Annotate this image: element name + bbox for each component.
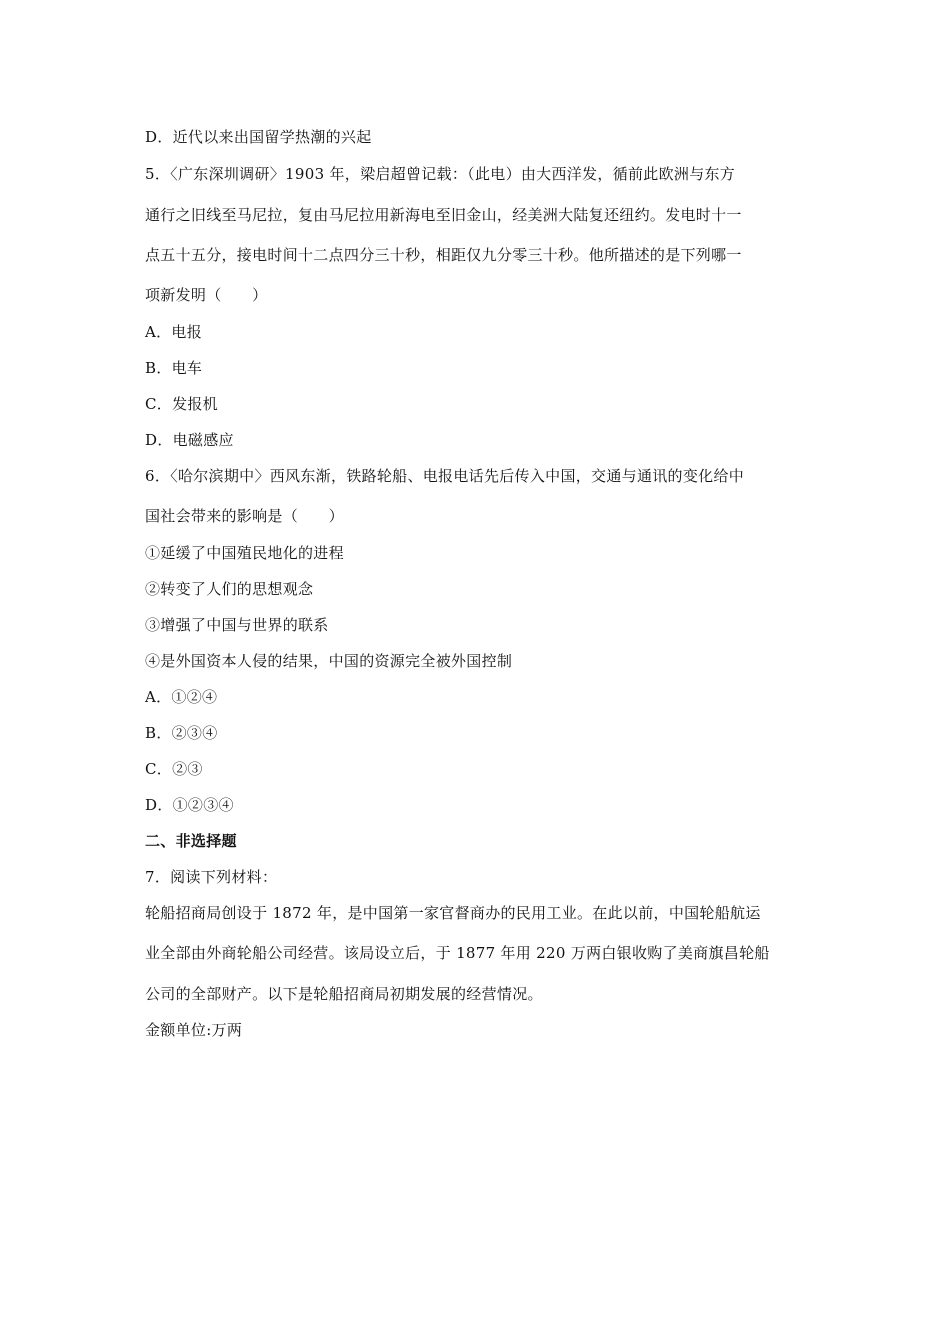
q4-option-d: D．近代以来出国留学热潮的兴起 — [145, 128, 372, 146]
q5-option-a: A．电报 — [145, 323, 203, 341]
q6-statement-4: ④是外国资本人侵的结果，中国的资源完全被外国控制 — [145, 652, 513, 670]
q5-option-d: D．电磁感应 — [145, 431, 234, 449]
q5-option-b: B．电车 — [145, 359, 203, 377]
q6-option-d: D．①②③④ — [145, 796, 234, 814]
q5-stem-line-2: 通行之旧线至马尼拉，复由马尼拉用新海电至旧金山，经美洲大陆复还纽约。发电时十一 — [145, 206, 742, 224]
q6-stem-line-2: 国社会带来的影响是（ ） — [145, 507, 344, 525]
section-title: 二、非选择题 — [145, 832, 237, 850]
q6-statement-1: ①延缓了中国殖民地化的进程 — [145, 544, 344, 562]
q7-material-line-3: 公司的全部财产。以下是轮船招商局初期发展的经营情况。 — [145, 985, 543, 1003]
q5-stem-line-1: 5．〈广东深圳调研〉1903 年，梁启超曾记载：（此电）由大西洋发，循前此欧洲与东方 — [145, 165, 736, 183]
q6-stem-line-1: 6．〈哈尔滨期中〉西风东渐，铁路轮船、电报电话先后传入中国，交通与通讯的变化给中 — [145, 467, 745, 485]
q6-option-c: C．②③ — [145, 760, 203, 778]
q7-material-line-1: 轮船招商局创设于 1872 年，是中国第一家官督商办的民用工业。在此以前，中国轮船航运 — [145, 904, 761, 922]
q7-stem: 7．阅读下列材料： — [145, 868, 278, 886]
q6-statement-3: ③增强了中国与世界的联系 — [145, 616, 329, 634]
q6-statement-2: ②转变了人们的思想观念 — [145, 580, 314, 598]
q7-material-line-2: 业全部由外商轮船公司经营。该局设立后，于 1877 年用 220 万两白银收购了美商旗昌轮船 — [145, 944, 770, 962]
q6-option-b: B．②③④ — [145, 724, 218, 742]
q5-option-c: C．发报机 — [145, 395, 218, 413]
q5-stem-line-4: 项新发明（ ） — [145, 286, 268, 304]
q5-stem-line-3: 点五十五分，接电时间十二点四分三十秒，相距仅九分零三十秒。他所描述的是下列哪一 — [145, 246, 742, 264]
q6-option-a: A．①②④ — [145, 688, 218, 706]
q7-amount-unit: 金额单位:万两 — [145, 1021, 243, 1039]
